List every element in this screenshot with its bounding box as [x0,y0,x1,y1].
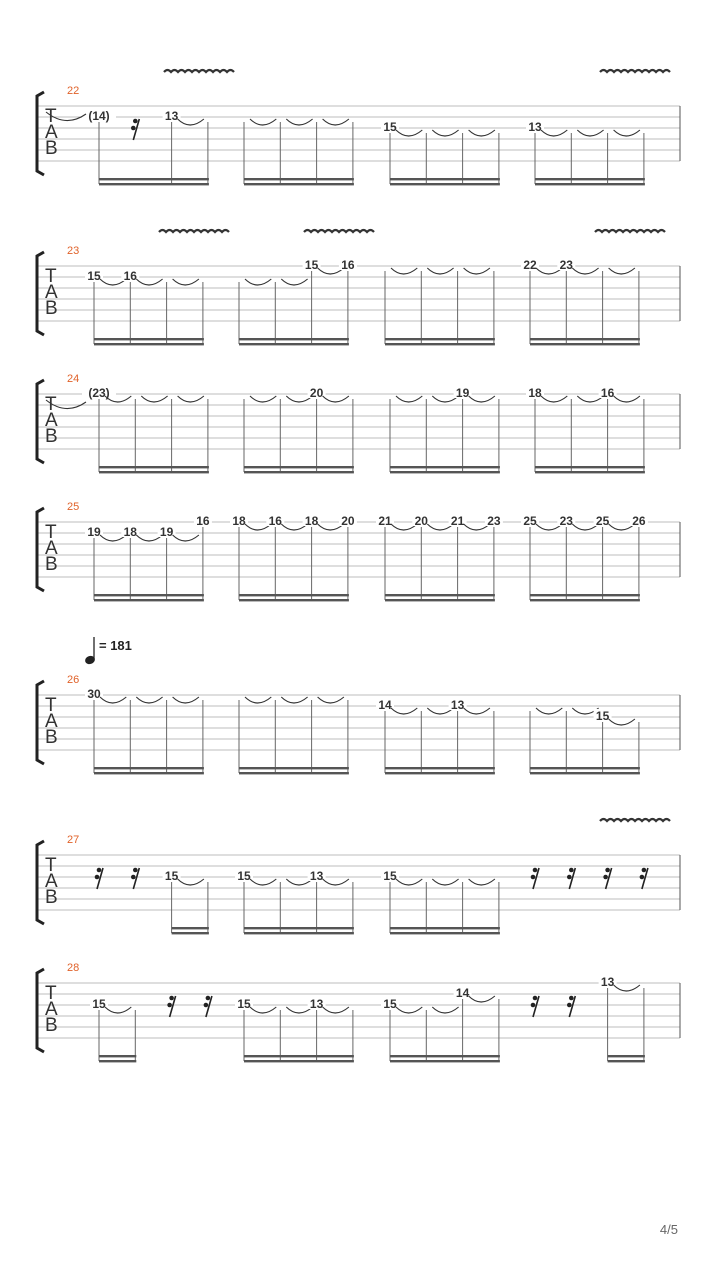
fret-number: 13 [309,997,324,1011]
tie-arc [173,697,199,703]
tie-arc [141,396,167,402]
beam [94,772,204,774]
system-bracket [37,380,44,463]
rest-dot [640,875,645,880]
fret-number: 15 [383,997,397,1011]
fret-number: 13 [528,120,542,134]
rest-dot [531,875,536,880]
rest-dot [169,996,174,1001]
beam [535,183,645,185]
beam [390,1060,500,1062]
beam [385,772,495,774]
rest-dot [533,996,538,1001]
bar-number: 23 [67,245,80,257]
tab-clef-letter: A [45,999,58,1020]
tab-clef-letter: B [45,298,58,319]
rest-dot [531,1003,536,1008]
tie-arc [572,268,598,274]
beam [99,178,209,180]
beam [390,927,500,929]
tab-clef-letter: A [45,711,58,732]
beam [94,767,204,769]
beam [390,471,500,473]
bar-number: 26 [67,674,80,686]
bar-number: 27 [67,834,80,846]
beam [530,767,640,769]
beam [244,1055,354,1057]
beam [244,471,354,473]
fret-number: (14) [88,109,110,123]
system-bracket [37,508,44,591]
tie-arc [469,130,495,136]
fret-number: 23 [559,258,573,272]
rest-dot [131,875,136,880]
system-bracket [37,92,44,175]
fret-number: 18 [528,386,542,400]
beam [239,594,349,596]
tie-arc [577,130,603,136]
tab-clef-letter: B [45,1015,58,1036]
beam [385,767,495,769]
beam [239,338,349,340]
beam [244,932,354,934]
vibrato-mark [159,230,229,232]
tie-arc [396,1007,422,1013]
beam [390,466,500,468]
beam [172,932,209,934]
tie-arc [178,396,204,402]
beam [99,183,209,185]
beam [530,772,640,774]
tie-arc [396,130,422,136]
vibrato-mark [600,819,670,821]
fret-number: 25 [595,514,610,528]
beam [99,466,209,468]
fret-number: 16 [268,514,282,528]
fret-number: 19 [455,386,470,400]
tie-arc [250,396,276,402]
tab-clef-letter: T [45,695,57,716]
beam [94,594,204,596]
page-number: 4/5 [659,1222,678,1237]
tab-clef-letter: B [45,426,58,447]
tie-arc [609,268,635,274]
beam [244,927,354,929]
tie-arc [614,130,640,136]
system-bracket [37,681,44,764]
beam [99,471,209,473]
tab-clef-letter: B [45,554,58,575]
tie-arc [391,708,417,714]
bar-number: 28 [67,962,80,974]
fret-number: 18 [304,514,319,528]
tab-clef-letter: A [45,282,58,303]
rest-dot [133,119,138,124]
tie-arc [391,268,417,274]
fret-number: 19 [87,525,101,539]
beam [239,343,349,345]
fret-number: 14 [378,698,392,712]
tie-arc [464,708,490,714]
tie-arc [323,1007,349,1013]
beam [94,338,204,340]
beam [608,1055,645,1057]
tie-arc [396,396,422,402]
tie-arc [281,697,307,703]
fret-number: 23 [559,514,573,528]
fret-number: 15 [595,709,610,723]
vibrato-mark [304,230,374,232]
rest-dot [605,868,610,873]
fret-number: 20 [414,514,428,528]
rest-dot [206,996,211,1001]
tie-arc [609,719,635,725]
fret-number: 25 [523,514,537,528]
rest-dot [167,1003,172,1008]
tie-arc [281,279,307,285]
fret-number: 23 [487,514,501,528]
fret-number: 15 [87,269,101,283]
tempo-text: = 181 [99,638,132,653]
rest-dot [569,868,574,873]
fret-number: 18 [123,525,137,539]
tab-clef-letter: B [45,887,58,908]
tie-arc [469,996,495,1002]
fret-number: 20 [309,386,324,400]
beam [385,599,495,601]
tie-arc [136,279,162,285]
beam [390,932,500,934]
beam [99,1060,136,1062]
beam [535,178,645,180]
system-bracket [37,969,44,1052]
tab-clef-letter: B [45,138,58,159]
fret-number: 15 [304,258,319,272]
tab-clef-letter: B [45,727,58,748]
tab-clef-letter: T [45,522,57,543]
tie-arc [432,879,458,885]
tie-arc [541,130,567,136]
tie-arc [250,1007,276,1013]
bar-number: 25 [67,501,80,513]
rest-dot [133,868,138,873]
tie-arc [173,279,199,285]
beam [530,599,640,601]
tie-arc [250,879,276,885]
beam [608,1060,645,1062]
tie-arc [614,985,640,991]
rest-dot [642,868,647,873]
beam [244,466,354,468]
tie-arc [318,697,344,703]
rest-dot [567,1003,572,1008]
beam [244,178,354,180]
fret-number: 15 [237,869,251,883]
fret-number: 13 [450,698,465,712]
beam [244,1060,354,1062]
rest-dot [204,1003,209,1008]
tab-clef-letter: A [45,122,58,143]
fret-number: 21 [378,514,392,528]
tie-arc [100,697,126,703]
beam [390,178,500,180]
beam [94,599,204,601]
tab-clef-letter: A [45,410,58,431]
beam [172,927,209,929]
bar-number: 22 [67,85,80,97]
fret-number: 15 [164,869,179,883]
tie-arc [286,119,312,125]
tab-clef-letter: A [45,871,58,892]
system-bracket [37,841,44,924]
tie-arc [136,697,162,703]
tab-clef-letter: A [45,538,58,559]
fret-number: 19 [159,525,174,539]
beam [385,338,495,340]
tie-arc [432,1007,458,1013]
bar-number: 24 [67,373,80,385]
tie-arc [396,879,422,885]
tie-arc [323,119,349,125]
beam [94,343,204,345]
fret-number: 16 [196,514,210,528]
fret-number: 18 [232,514,246,528]
fret-number: 30 [87,687,101,701]
beam [385,343,495,345]
tie-arc [614,396,640,402]
fret-number: (23) [88,386,110,400]
fret-number: 16 [341,258,355,272]
tie-arc [427,268,453,274]
fret-number: 13 [309,869,324,883]
beam [530,343,640,345]
fret-number: 16 [600,386,615,400]
rest-dot [569,996,574,1001]
tie-arc [178,119,204,125]
tie-arc [323,396,349,402]
tie-arc [469,879,495,885]
fret-number: 26 [632,514,646,528]
fret-number: 13 [164,109,179,123]
beam [239,767,349,769]
tie-arc [245,279,271,285]
tie-arc [245,697,271,703]
tie-arc [432,130,458,136]
tie-arc [541,396,567,402]
tie-arc [173,535,199,541]
beam [244,183,354,185]
tab-clef-letter: T [45,106,57,127]
vibrato-mark [595,230,665,232]
fret-number: 20 [341,514,355,528]
fret-number: 15 [92,997,106,1011]
fret-number: 14 [455,986,470,1000]
rest-dot [95,875,100,880]
tie-arc [469,396,495,402]
beam [390,1055,500,1057]
vibrato-mark [600,70,670,72]
tie-arc [178,879,204,885]
rest-dot [567,875,572,880]
fret-number: 15 [383,120,397,134]
tie-arc [105,1007,131,1013]
beam [530,594,640,596]
beam [239,772,349,774]
tie-arc [250,119,276,125]
beam [385,594,495,596]
beam [530,338,640,340]
fret-number: 15 [383,869,397,883]
fret-number: 21 [450,514,465,528]
fret-number: 16 [123,269,137,283]
beam [535,466,645,468]
tab-clef-letter: T [45,855,57,876]
tie-arc [323,879,349,885]
beam [390,183,500,185]
system-bracket [37,252,44,335]
tab-clef-letter: T [45,394,57,415]
rest-dot [603,875,608,880]
tie-arc [536,708,562,714]
rest-dot [97,868,102,873]
tie-arc [464,268,490,274]
tab-clef-letter: T [45,266,57,287]
beam [99,1055,136,1057]
fret-number: 13 [600,975,615,989]
vibrato-mark [164,70,234,72]
tab-clef-letter: T [45,983,57,1004]
beam [239,599,349,601]
beam [535,471,645,473]
fret-number: 22 [523,258,537,272]
rest-dot [131,126,136,131]
rest-dot [533,868,538,873]
fret-number: 15 [237,997,251,1011]
